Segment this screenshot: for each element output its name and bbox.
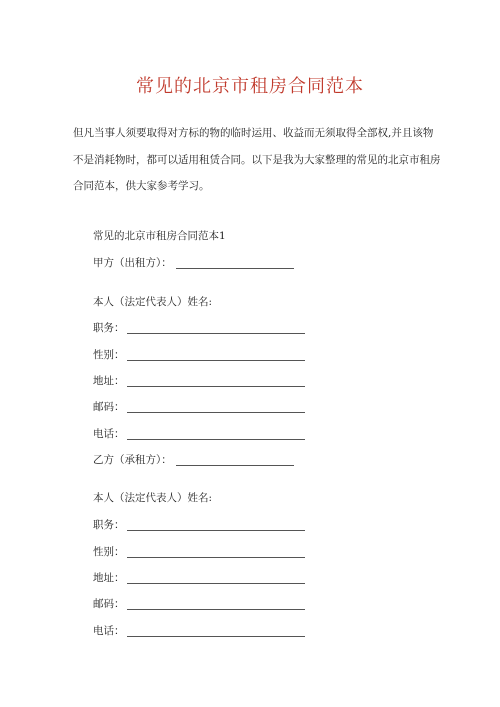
- field-blank[interactable]: [127, 376, 305, 387]
- party-b-rep-label: 本人（法定代表人）姓名:: [93, 492, 213, 504]
- field-label: 电话：: [93, 428, 125, 440]
- field-label: 职务：: [93, 322, 125, 334]
- field-blank[interactable]: [127, 402, 305, 413]
- field-blank[interactable]: [127, 573, 305, 584]
- party-a-rep-row: [93, 294, 212, 310]
- party-a-field-row: [93, 426, 305, 442]
- party-a-row: [93, 255, 294, 271]
- field-label: 地址：: [93, 375, 125, 387]
- party-b-field-row: [93, 596, 305, 612]
- field-label: 电话：: [93, 625, 125, 637]
- field-label: 职务：: [93, 519, 125, 531]
- field-blank[interactable]: [127, 547, 305, 558]
- party-a-field-row: [93, 320, 305, 336]
- field-blank[interactable]: [127, 599, 305, 610]
- intro-line-2: 不是消耗物时，都可以适用租赁合同。以下是我为大家整理的常见的北京市租房: [73, 153, 441, 166]
- party-b-rep-row: [93, 490, 212, 506]
- party-a-field-row: [93, 373, 305, 389]
- field-blank[interactable]: [127, 626, 305, 637]
- field-label: 邮码：: [93, 401, 125, 413]
- party-b-field-row: [93, 570, 305, 586]
- party-b-field-row: [93, 517, 305, 533]
- section-heading-text: 常见的北京市租房合同范本1: [93, 230, 226, 242]
- intro-line-3: 合同范本，供大家参考学习。: [73, 180, 210, 192]
- field-label: 邮码：: [93, 598, 125, 610]
- party-b-field-row: [93, 544, 305, 560]
- party-a-blank[interactable]: [176, 258, 294, 269]
- field-blank[interactable]: [127, 520, 305, 531]
- party-b-label: 乙方（承租方）：: [93, 454, 172, 466]
- document-title: 常见的北京市租房合同范本: [136, 76, 364, 97]
- intro-paragraph: [73, 120, 441, 200]
- intro-line-1: 但凡当事人须要取得对方标的物的临时运用、收益而无须取得全部权,并且该物: [73, 127, 434, 139]
- party-b-blank[interactable]: [176, 455, 294, 466]
- field-blank[interactable]: [127, 429, 305, 440]
- field-label: 性别：: [93, 349, 125, 361]
- party-a-label: 甲方（出租方）：: [93, 257, 172, 269]
- field-label: 性别：: [93, 546, 125, 558]
- party-a-field-row: [93, 399, 305, 415]
- field-label: 地址：: [93, 572, 125, 584]
- section-heading: [93, 228, 226, 244]
- party-b-field-row: [93, 623, 305, 639]
- party-a-field-row: [93, 347, 305, 363]
- party-a-rep-label: 本人（法定代表人）姓名:: [93, 296, 213, 308]
- party-b-row: [93, 452, 294, 468]
- field-blank[interactable]: [127, 323, 305, 334]
- field-blank[interactable]: [127, 350, 305, 361]
